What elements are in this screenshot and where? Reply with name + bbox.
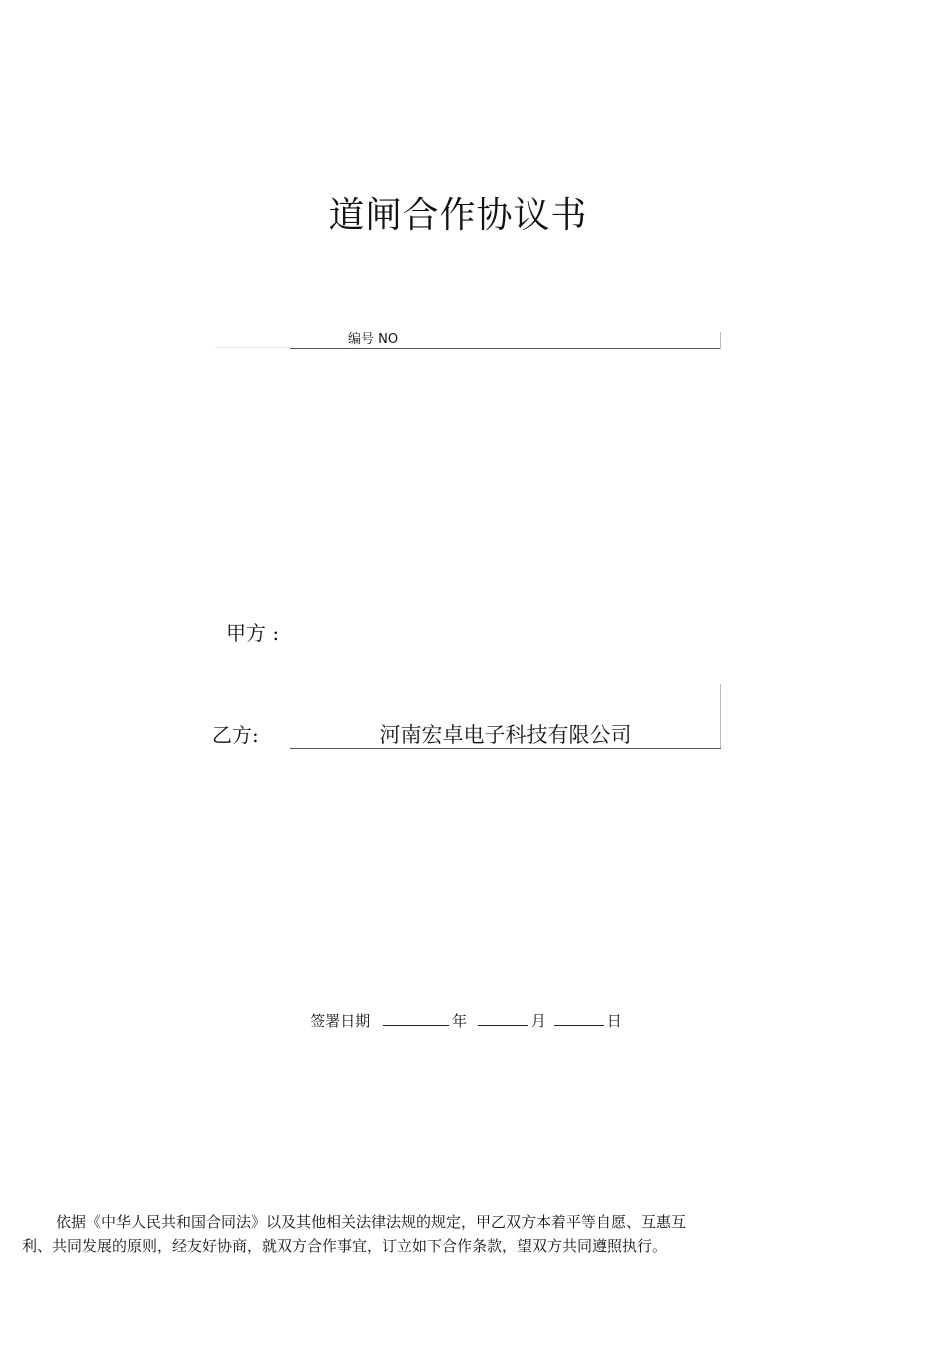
year-label: 年 [452, 1012, 468, 1030]
document-title: 道闸合作协议书 [328, 195, 588, 236]
day-blank [554, 1011, 604, 1026]
number-line-faint [214, 347, 290, 348]
year-blank [383, 1011, 449, 1026]
sign-date-line [0, 1010, 932, 1032]
party-b-label: 乙方: [212, 723, 259, 747]
sign-date-label: 签署日期 [310, 1012, 371, 1030]
month-blank [478, 1011, 528, 1026]
preamble-paragraph: 依据《中华人民共和国合同法》以及其他相关法律法规的规定，甲乙双方本着平等自愿、互惠互利、共同发展的原则，经友好协商，就双方合作事宜，订立如下合作条款，望双方共同遵照执行。 [22, 1213, 687, 1255]
contract-number-label: 编号 NO [348, 332, 399, 347]
party-a-label: 甲方 : [226, 621, 280, 645]
number-line-tick [720, 332, 721, 349]
day-label: 日 [606, 1012, 622, 1030]
party-b-name: 河南宏卓电子科技有限公司 [379, 723, 632, 747]
month-label: 月 [530, 1012, 546, 1030]
